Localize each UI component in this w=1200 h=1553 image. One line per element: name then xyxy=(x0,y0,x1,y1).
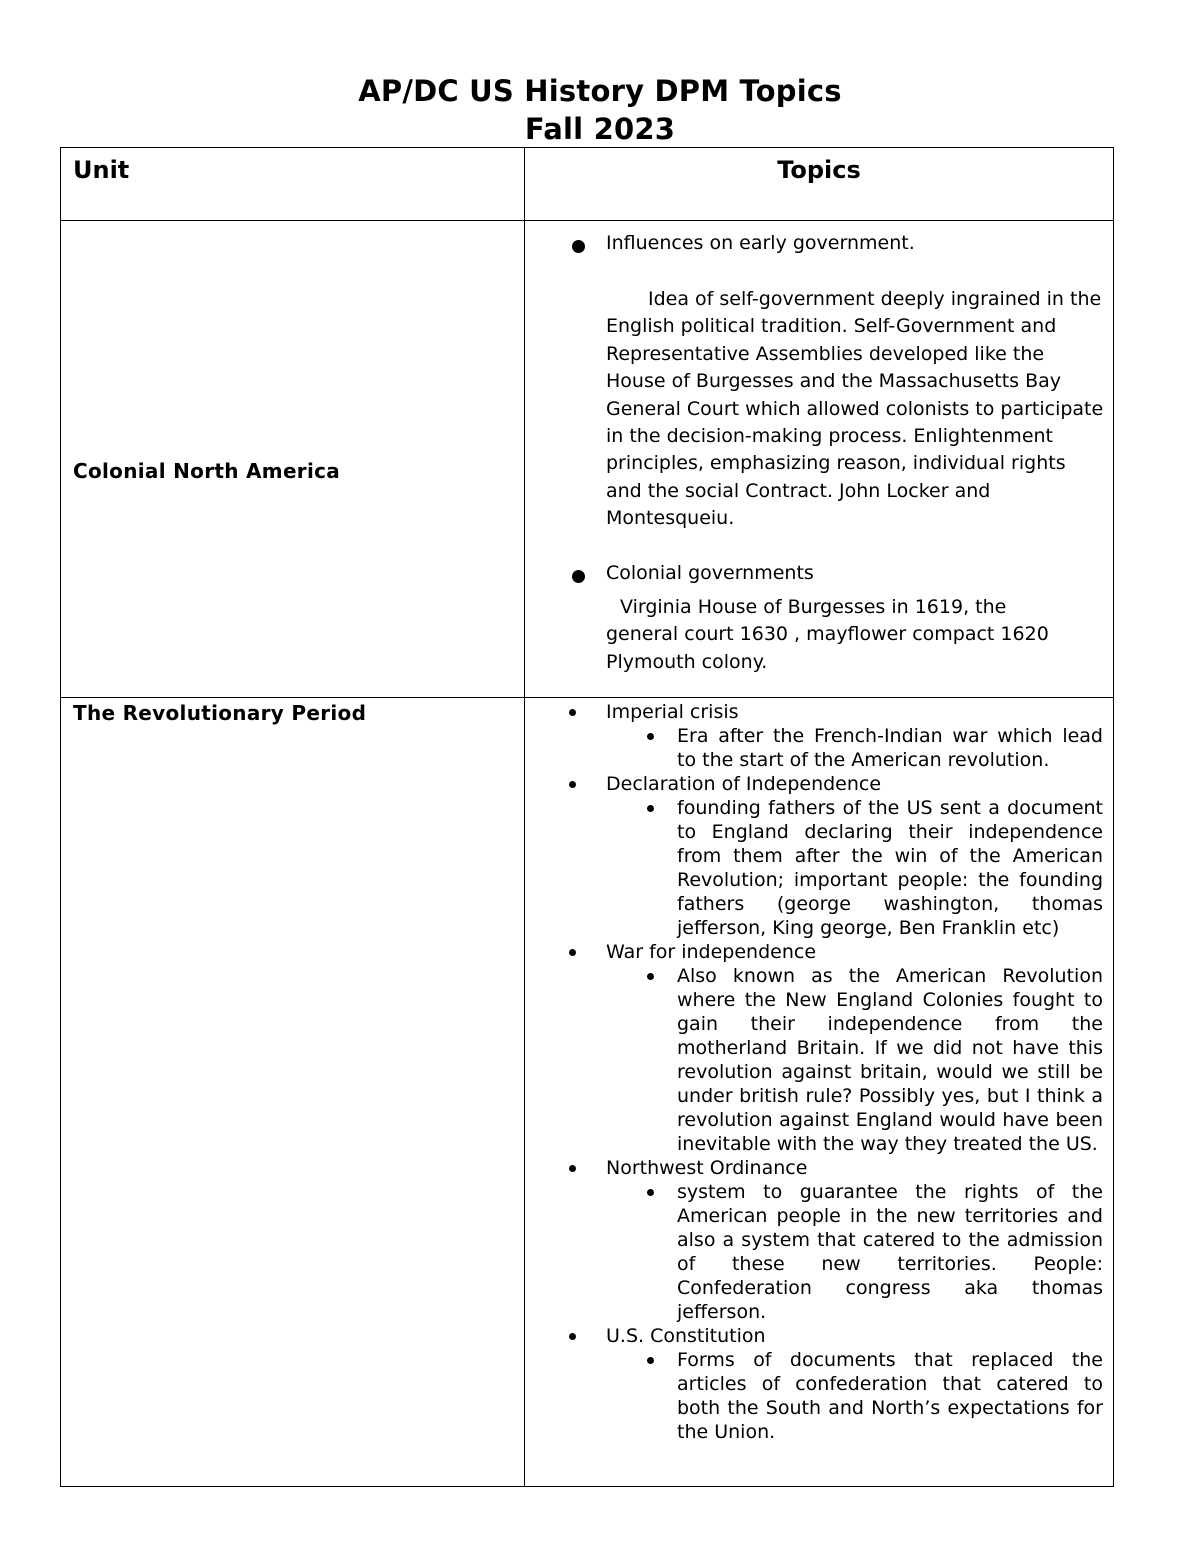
topic-detail: system to guarantee the rights of the American people in the new territories and also a system that catered to the admission of these new territories. People: Confederation congress aka thomas jefferson. xyxy=(677,1181,1103,1323)
sub-list xyxy=(606,796,1103,940)
topic-paragraph xyxy=(606,286,1106,533)
list-item xyxy=(677,964,1103,1156)
topic-paragraph-start: Idea xyxy=(648,288,689,310)
bullet-icon xyxy=(569,1333,576,1340)
unit-label: Colonial North America xyxy=(73,459,341,483)
unit-cell xyxy=(61,221,525,698)
sub-list xyxy=(606,964,1103,1156)
unit-cell xyxy=(61,698,525,1487)
topic-heading: Imperial crisis xyxy=(606,701,739,723)
list-item xyxy=(606,1156,1103,1324)
topic-detail: Era after the French-Indian war which lead to the start of the American revolution. xyxy=(677,725,1103,771)
topic-detail: founding fathers of the US sent a document to England declaring their independence from them after the win of the American Revolution; important people: the founding fathers (george washington, thomas jefferson, King george, Ben Franklin etc) xyxy=(677,797,1103,939)
header-unit: Unit xyxy=(61,148,525,221)
list-item xyxy=(606,1324,1103,1444)
bullet-icon xyxy=(647,973,654,980)
header-topics: Topics xyxy=(525,148,1114,221)
topic-heading: Influences on early government. xyxy=(606,232,915,254)
bullet-icon xyxy=(647,733,654,740)
sub-list xyxy=(606,724,1103,772)
list-item xyxy=(677,1348,1103,1444)
unit-label: The Revolutionary Period xyxy=(73,701,367,725)
sub-list xyxy=(606,1180,1103,1324)
bullet-icon xyxy=(569,949,576,956)
topic-heading: Northwest Ordinance xyxy=(606,1157,808,1179)
topic-paragraph-text: of self-government deeply ingrained in the English political tradition. Self-Government and Representative Assemblies developed like the House of Burgesses and the Massachusetts Bay General Court which allowed colonists to participate in the decision-making process. Enlightenment principles, emphasizing reason, individual rights and the social Contract. John Locker and Montesqueiu. xyxy=(606,288,1104,530)
table-header-row xyxy=(61,148,1114,221)
topic-paragraph-start: Virginia xyxy=(620,596,692,618)
topic-list xyxy=(525,700,1103,1444)
list-item xyxy=(677,1180,1103,1324)
bullet-icon xyxy=(569,1165,576,1172)
title-line-2: Fall 2023 xyxy=(524,112,676,146)
topic-heading: Declaration of Independence xyxy=(606,773,882,795)
topic-heading: U.S. Constitution xyxy=(606,1325,766,1347)
table-row xyxy=(61,221,1114,698)
topic-detail: Forms of documents that replaced the articles of confederation that catered to both the South and North’s expectations for the Union. xyxy=(677,1349,1103,1443)
topic-heading: Colonial governments xyxy=(606,562,814,584)
topic-heading: War for independence xyxy=(606,941,817,963)
topic-paragraph-text: House of Burgesses in 1619, the general court 1630 , mayflower compact 1620 Plymouth colony. xyxy=(606,596,1049,673)
list-item xyxy=(677,724,1103,772)
topics-cell xyxy=(525,698,1114,1487)
bullet-icon xyxy=(647,1189,654,1196)
bullet-icon xyxy=(569,709,576,716)
list-item xyxy=(606,700,1103,772)
bullet-icon xyxy=(569,781,576,788)
topic-detail: Also known as the American Revolution where the New England Colonies fought to gain their independence from the motherland Britain. If we did not have this revolution against britain, would we still be under british rule? Possibly yes, but I think a revolution against England would have been inevitable with the way they treated the US. xyxy=(677,965,1103,1155)
topic-paragraph xyxy=(606,594,1076,676)
document-title xyxy=(0,72,1200,148)
bullet-icon xyxy=(572,240,585,253)
list-item xyxy=(606,772,1103,940)
table-row xyxy=(61,698,1114,1487)
bullet-icon xyxy=(572,570,585,583)
topics-table xyxy=(60,147,1114,1487)
sub-list xyxy=(606,1348,1103,1444)
list-item xyxy=(606,940,1103,1156)
bullet-icon xyxy=(647,805,654,812)
topics-cell xyxy=(525,221,1114,698)
list-item xyxy=(677,796,1103,940)
bullet-icon xyxy=(647,1357,654,1364)
title-line-1: AP/DC US History DPM Topics xyxy=(358,74,842,108)
